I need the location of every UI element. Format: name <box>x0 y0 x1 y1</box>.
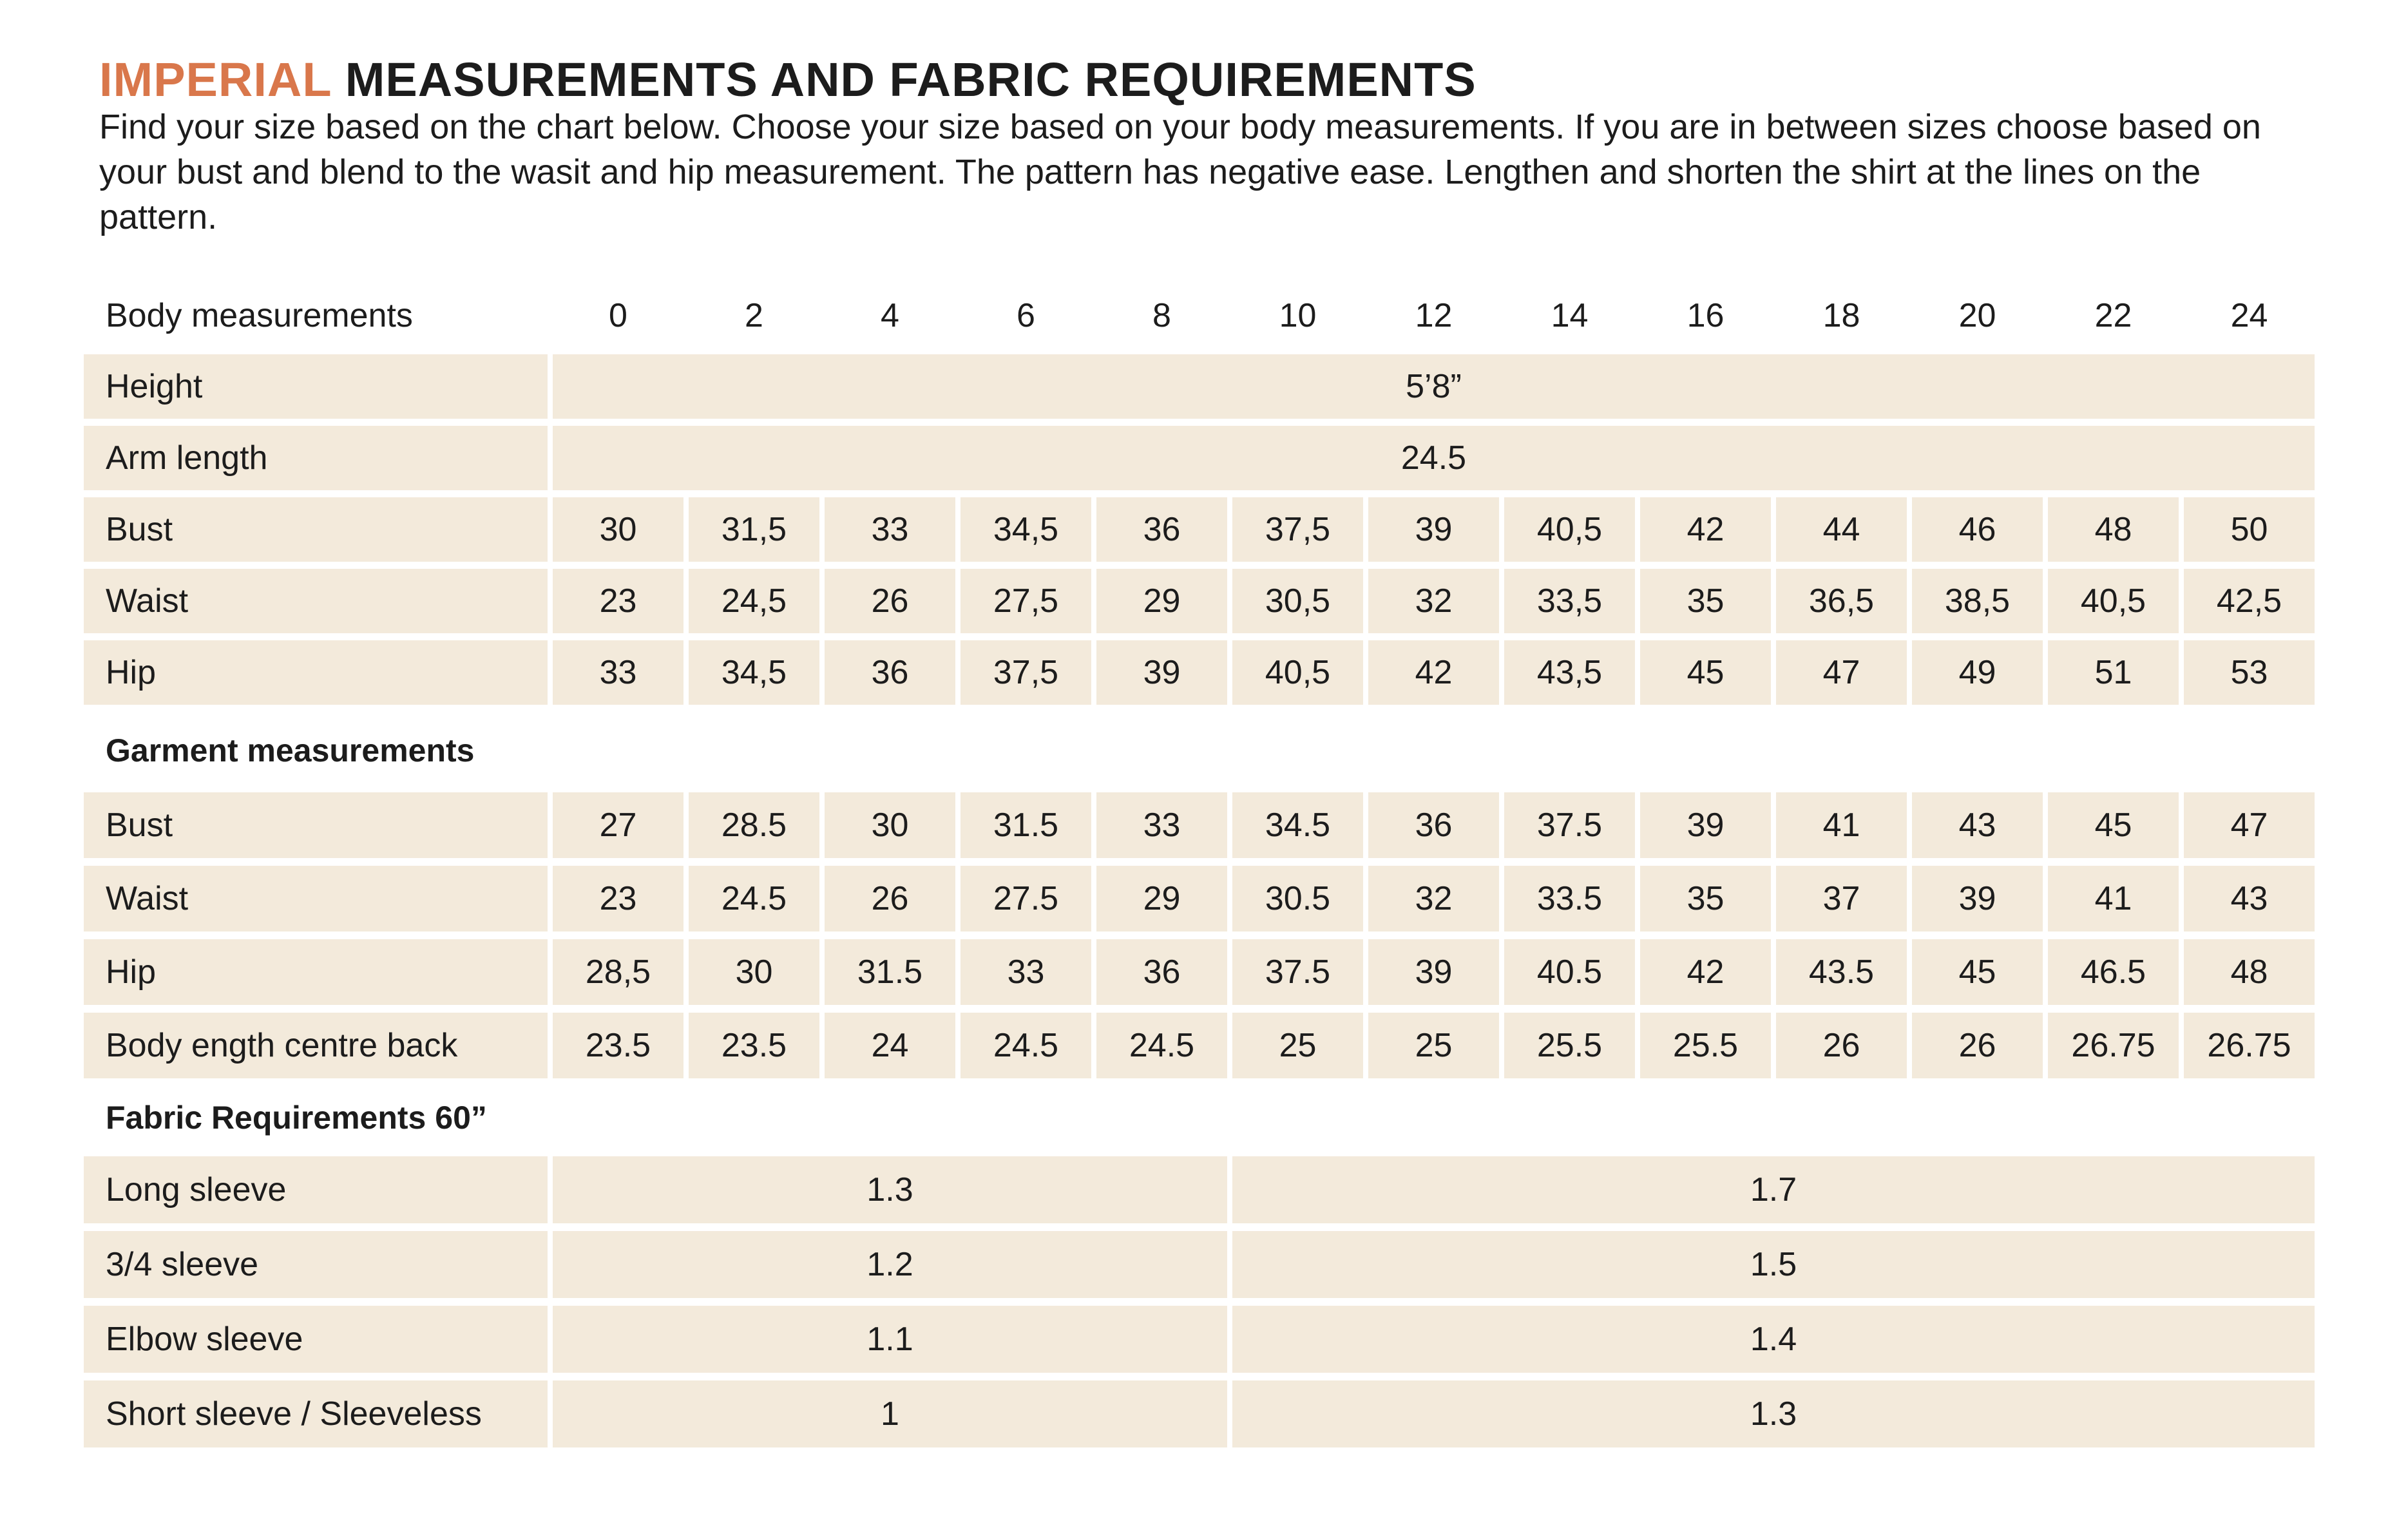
garment-measurement-cell: 33 <box>1096 792 1227 858</box>
size-column-header: 20 <box>1958 297 1996 334</box>
garment-measurement-cell: 45 <box>1912 939 2043 1005</box>
body-row-label: Hip <box>84 640 548 705</box>
intro-paragraph: Find your size based on the chart below. Choose your size based on your body measurements. If you are in between sizes choose based on your bust and blend to the wasit and hip measurement. The pattern has negative ease. Lengthen and shorten the shirt at the lines on the pattern. <box>99 108 2261 236</box>
garment-measurement-cell: 24.5 <box>1096 1013 1227 1078</box>
body-measurement-cell: 24,5 <box>689 569 819 633</box>
body-measurement-cell: 30,5 <box>1232 569 1363 633</box>
fabric-large-sizes-value: 1.5 <box>1232 1231 2315 1298</box>
garment-measurement-cell: 33 <box>960 939 1091 1005</box>
body-measurement-cell: 39 <box>1368 497 1499 562</box>
body-measurement-cell: 36 <box>825 640 955 705</box>
garment-measurement-cell: 37.5 <box>1504 792 1635 858</box>
fabric-small-sizes-value: 1.1 <box>553 1306 1227 1373</box>
garment-measurement-cell: 37.5 <box>1232 939 1363 1005</box>
fabric-large-sizes-value: 1.4 <box>1232 1306 2315 1373</box>
garment-measurement-cell: 28,5 <box>553 939 683 1005</box>
size-column-header: 6 <box>1017 297 1035 334</box>
garment-measurement-cell: 43.5 <box>1776 939 1907 1005</box>
size-chart-table <box>84 0 2319 1528</box>
body-measurement-cell: 47 <box>1776 640 1907 705</box>
garment-measurement-cell: 48 <box>2184 939 2315 1005</box>
garment-measurement-cell: 30.5 <box>1232 866 1363 931</box>
garment-measurement-cell: 42 <box>1640 939 1771 1005</box>
garment-measurement-cell: 29 <box>1096 866 1227 931</box>
body-measurement-cell: 34,5 <box>689 640 819 705</box>
arm-length-value: 24.5 <box>553 426 2315 490</box>
row-label-arm-length: Arm length <box>84 426 548 490</box>
size-column-header: 2 <box>745 297 763 334</box>
size-column-header: 22 <box>2094 297 2132 334</box>
body-measurement-cell: 42 <box>1368 640 1499 705</box>
garment-measurement-cell: 26.75 <box>2048 1013 2179 1078</box>
fabric-small-sizes-value: 1.3 <box>553 1156 1227 1223</box>
body-measurement-cell: 45 <box>1640 640 1771 705</box>
garment-measurement-cell: 32 <box>1368 866 1499 931</box>
garment-measurement-cell: 36 <box>1368 792 1499 858</box>
garment-measurement-cell: 26 <box>1912 1013 2043 1078</box>
garment-measurement-cell: 24.5 <box>960 1013 1091 1078</box>
body-measurement-cell: 40,5 <box>1504 497 1635 562</box>
body-measurement-cell: 36,5 <box>1776 569 1907 633</box>
body-measurement-cell: 40,5 <box>1232 640 1363 705</box>
garment-measurement-cell: 23 <box>553 866 683 931</box>
fabric-small-sizes-value: 1 <box>553 1380 1227 1447</box>
garment-measurement-cell: 39 <box>1640 792 1771 858</box>
body-measurement-cell: 44 <box>1776 497 1907 562</box>
garment-measurement-cell: 23.5 <box>553 1013 683 1078</box>
garment-measurement-cell: 27 <box>553 792 683 858</box>
body-measurement-cell: 33 <box>553 640 683 705</box>
garment-measurement-cell: 26.75 <box>2184 1013 2315 1078</box>
body-measurement-cell: 27,5 <box>960 569 1091 633</box>
body-measurement-cell: 35 <box>1640 569 1771 633</box>
garment-row-label: Body ength centre back <box>84 1013 548 1078</box>
fabric-row-label: Short sleeve / Sleeveless <box>84 1380 548 1447</box>
garment-measurement-cell: 30 <box>689 939 819 1005</box>
row-label-height: Height <box>84 354 548 419</box>
fabric-large-sizes-value: 1.3 <box>1232 1380 2315 1447</box>
garment-measurement-cell: 39 <box>1912 866 2043 931</box>
body-measurement-cell: 33,5 <box>1504 569 1635 633</box>
garment-measurement-cell: 24.5 <box>689 866 819 931</box>
garment-measurement-cell: 40.5 <box>1504 939 1635 1005</box>
fabric-requirements-heading: Fabric Requirements 60” <box>106 1100 487 1136</box>
title-accent: IMPERIAL <box>99 53 332 106</box>
body-measurement-cell: 29 <box>1096 569 1227 633</box>
body-measurement-cell: 42,5 <box>2184 569 2315 633</box>
size-column-header: 24 <box>2230 297 2268 334</box>
garment-measurement-cell: 26 <box>825 866 955 931</box>
garment-measurement-cell: 25.5 <box>1640 1013 1771 1078</box>
body-measurement-cell: 50 <box>2184 497 2315 562</box>
garment-measurement-cell: 43 <box>2184 866 2315 931</box>
size-column-header: 0 <box>609 297 627 334</box>
garment-measurement-cell: 46.5 <box>2048 939 2179 1005</box>
garment-measurement-cell: 24 <box>825 1013 955 1078</box>
body-measurement-cell: 33 <box>825 497 955 562</box>
body-measurements-heading: Body measurements <box>106 297 413 334</box>
size-column-header: 12 <box>1415 297 1453 334</box>
garment-measurement-cell: 37 <box>1776 866 1907 931</box>
body-row-label: Waist <box>84 569 548 633</box>
garment-measurement-cell: 23.5 <box>689 1013 819 1078</box>
body-measurement-cell: 42 <box>1640 497 1771 562</box>
garment-measurement-cell: 41 <box>2048 866 2179 931</box>
garment-row-label: Hip <box>84 939 548 1005</box>
body-measurement-cell: 39 <box>1096 640 1227 705</box>
garment-measurement-cell: 34.5 <box>1232 792 1363 858</box>
garment-measurement-cell: 45 <box>2048 792 2179 858</box>
garment-measurement-cell: 31.5 <box>825 939 955 1005</box>
title-rest: MEASUREMENTS AND FABRIC REQUIREMENTS <box>331 53 1476 106</box>
body-measurement-cell: 31,5 <box>689 497 819 562</box>
fabric-row-label: Long sleeve <box>84 1156 548 1223</box>
garment-row-label: Waist <box>84 866 548 931</box>
size-column-header: 14 <box>1551 297 1589 334</box>
garment-measurement-cell: 41 <box>1776 792 1907 858</box>
garment-measurement-cell: 39 <box>1368 939 1499 1005</box>
size-column-header: 18 <box>1822 297 1860 334</box>
size-column-header: 10 <box>1279 297 1317 334</box>
fabric-row-label: Elbow sleeve <box>84 1306 548 1373</box>
body-measurement-cell: 46 <box>1912 497 2043 562</box>
garment-measurement-cell: 35 <box>1640 866 1771 931</box>
body-measurement-cell: 40,5 <box>2048 569 2179 633</box>
size-column-header: 8 <box>1152 297 1171 334</box>
height-value: 5’8” <box>553 354 2315 419</box>
garment-measurement-cell: 30 <box>825 792 955 858</box>
body-measurement-cell: 34,5 <box>960 497 1091 562</box>
body-row-label: Bust <box>84 497 548 562</box>
body-measurement-cell: 51 <box>2048 640 2179 705</box>
body-measurement-cell: 49 <box>1912 640 2043 705</box>
body-measurement-cell: 36 <box>1096 497 1227 562</box>
garment-measurement-cell: 28.5 <box>689 792 819 858</box>
body-measurement-cell: 37,5 <box>960 640 1091 705</box>
body-measurement-cell: 32 <box>1368 569 1499 633</box>
garment-measurement-cell: 31.5 <box>960 792 1091 858</box>
body-measurement-cell: 23 <box>553 569 683 633</box>
garment-measurements-heading: Garment measurements <box>106 732 475 769</box>
fabric-large-sizes-value: 1.7 <box>1232 1156 2315 1223</box>
size-column-header: 4 <box>881 297 899 334</box>
size-column-header: 16 <box>1687 297 1725 334</box>
garment-measurement-cell: 25 <box>1368 1013 1499 1078</box>
fabric-row-label: 3/4 sleeve <box>84 1231 548 1298</box>
garment-measurement-cell: 43 <box>1912 792 2043 858</box>
body-measurement-cell: 48 <box>2048 497 2179 562</box>
garment-measurement-cell: 26 <box>1776 1013 1907 1078</box>
garment-measurement-cell: 33.5 <box>1504 866 1635 931</box>
body-measurement-cell: 53 <box>2184 640 2315 705</box>
garment-row-label: Bust <box>84 792 548 858</box>
fabric-small-sizes-value: 1.2 <box>553 1231 1227 1298</box>
body-measurement-cell: 43,5 <box>1504 640 1635 705</box>
garment-measurement-cell: 27.5 <box>960 866 1091 931</box>
body-measurement-cell: 37,5 <box>1232 497 1363 562</box>
garment-measurement-cell: 25 <box>1232 1013 1363 1078</box>
garment-measurement-cell: 47 <box>2184 792 2315 858</box>
garment-measurement-cell: 36 <box>1096 939 1227 1005</box>
body-measurement-cell: 38,5 <box>1912 569 2043 633</box>
garment-measurement-cell: 25.5 <box>1504 1013 1635 1078</box>
body-measurement-cell: 30 <box>553 497 683 562</box>
body-measurement-cell: 26 <box>825 569 955 633</box>
